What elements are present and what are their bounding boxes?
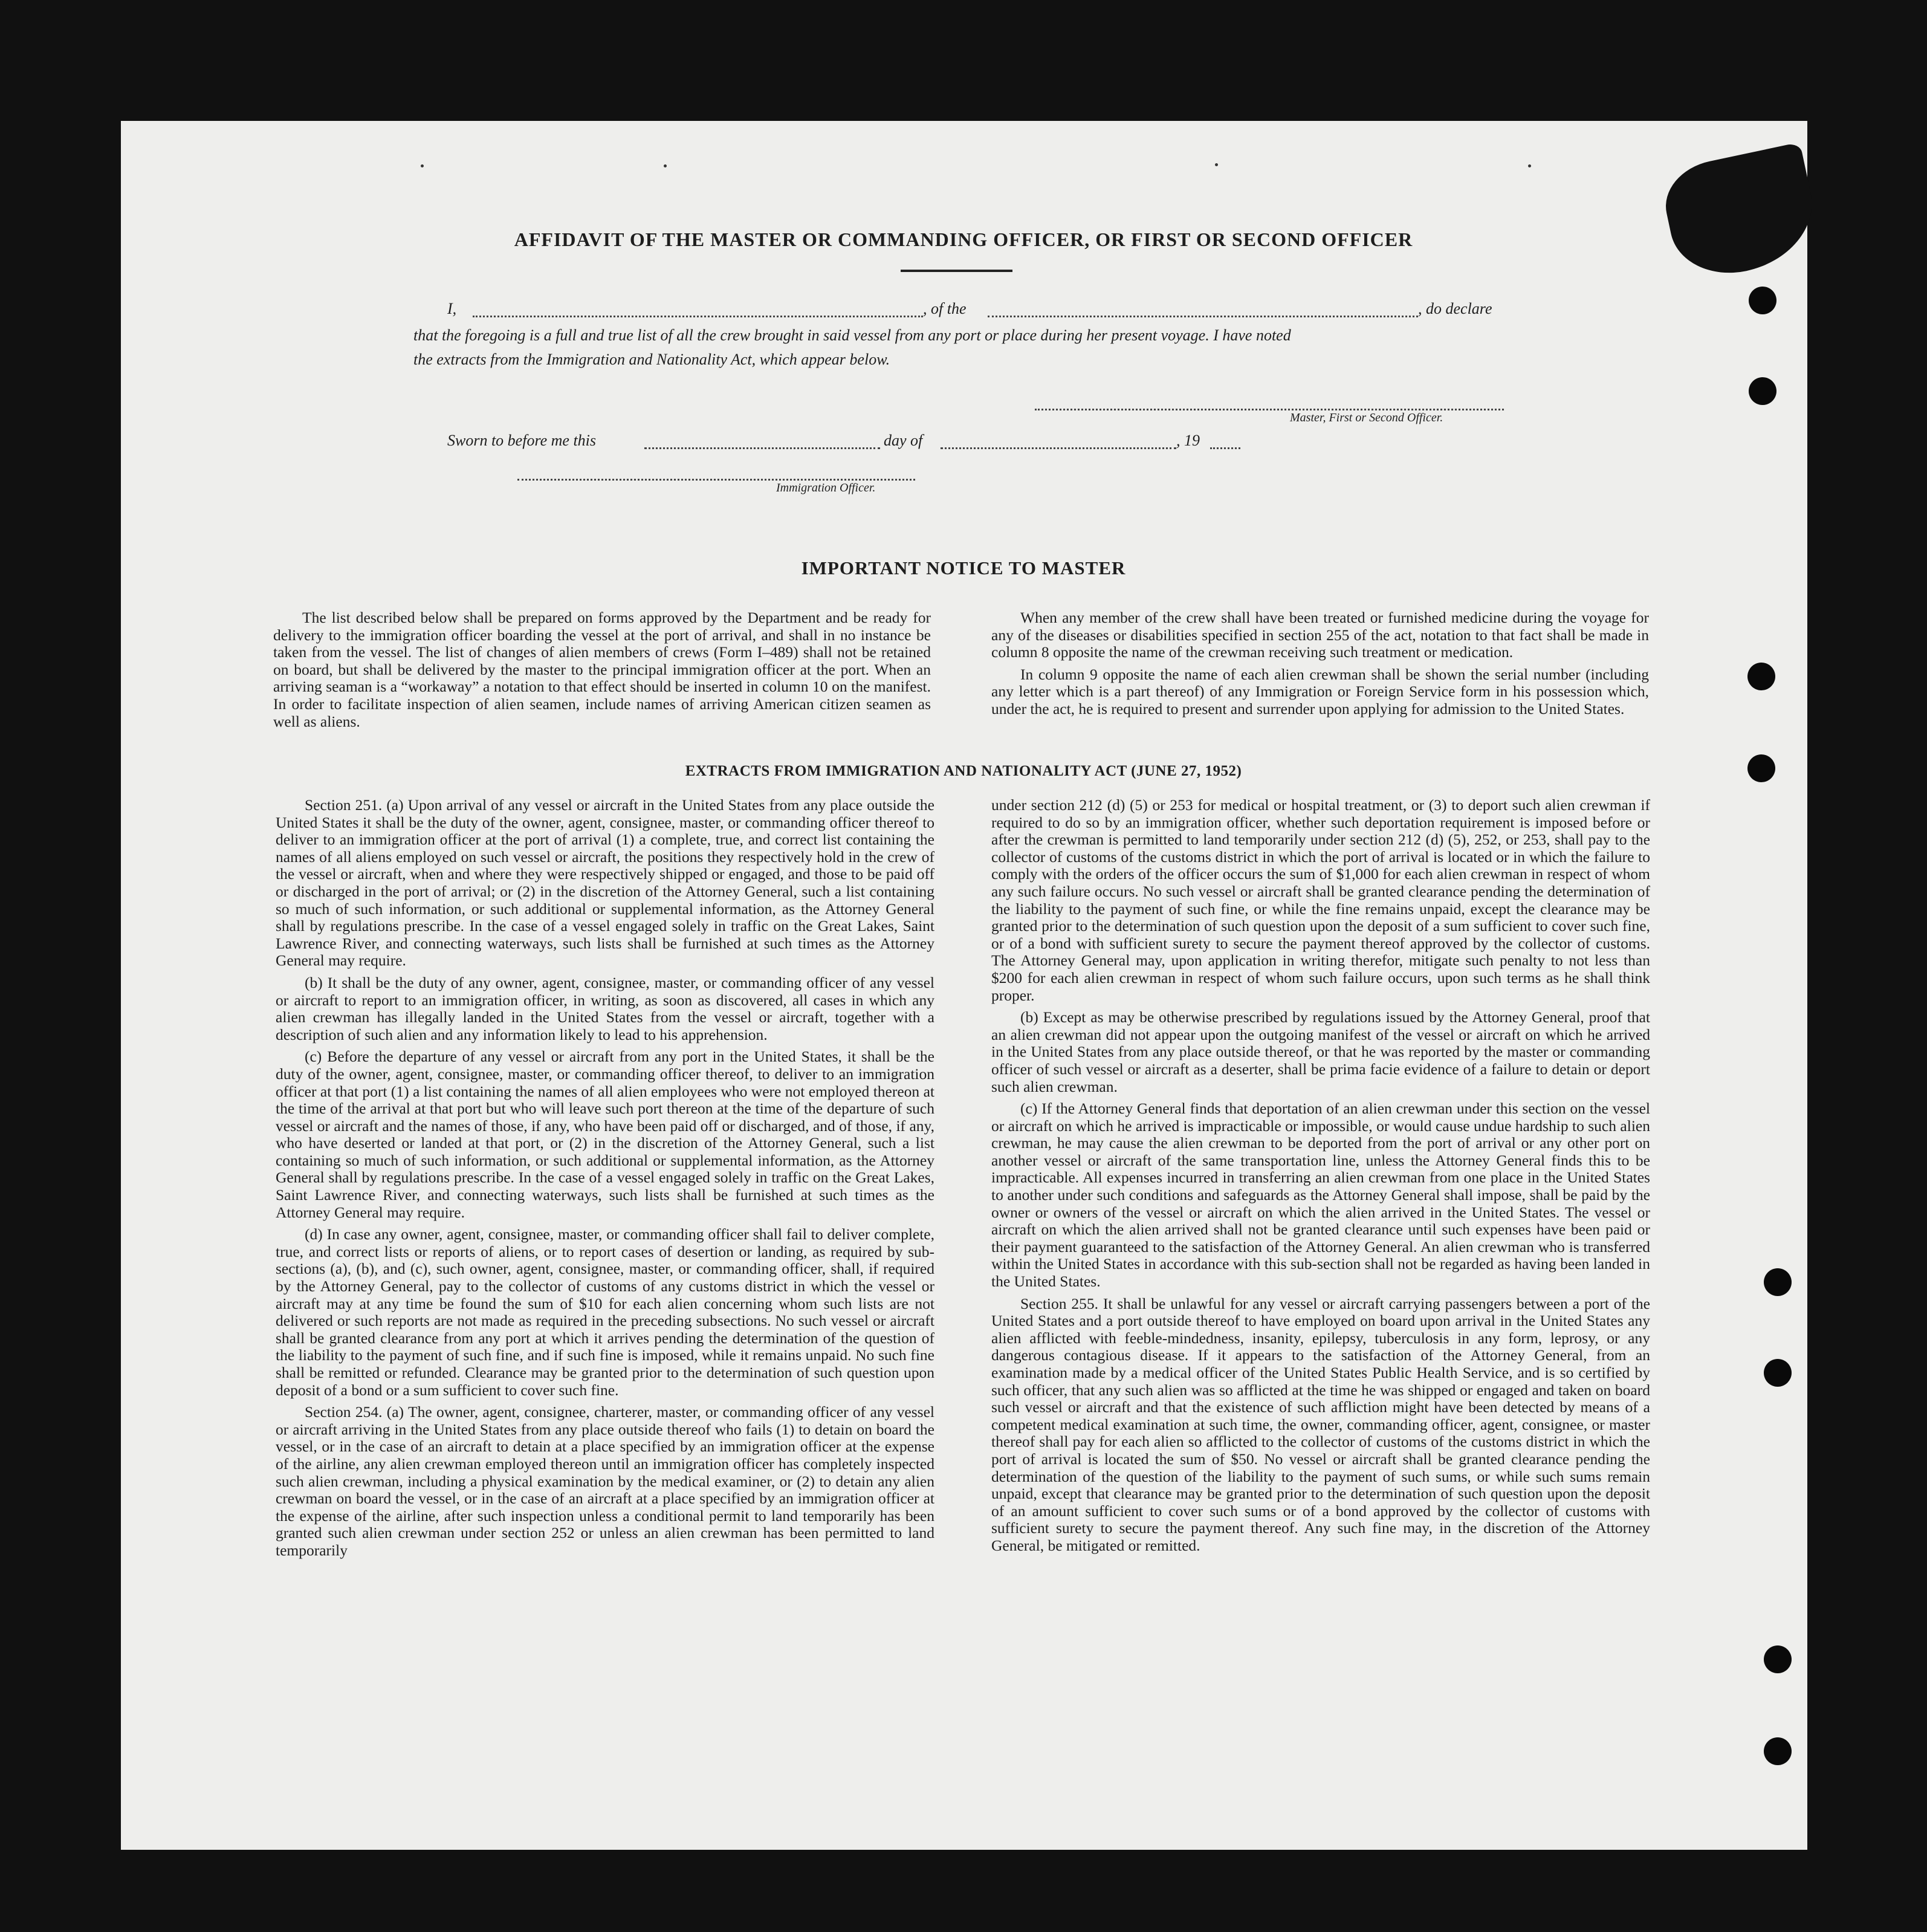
punch-hole <box>1747 663 1775 690</box>
statute-paragraph: (c) Before the departure of any vessel or aircraft from any port in the United States, it shall be the duty of the owner, agent, consignee, master, or commanding officer thereof, to deliver to an immigration officer at that port (1) a list containing the names of all alien employees who were not employed thereon at the time of the arrival at that port but who will leave such port thereon at the time of the departure of such vessel or aircraft and the names of those, if any, who have been paid off or discharged, and of those, if any, who have deserted or landed at that port, or (2) in the discretion of the Attorney General, such a list containing so much of such information, or such additional or supplemental information, as the Attorney General shall by regulations prescribe. In the case of a vessel engaged solely in traffic on the Great Lakes, Saint Lawrence River, and connecting waterways, such lists shall be furnished at such times as the Attorney General may require. <box>276 1048 934 1221</box>
punch-hole <box>1764 1737 1792 1765</box>
statute-paragraph: Section 254. (a) The owner, agent, consignee, charterer, master, or commanding officer of any vessel or aircraft arriving in the United States from any place outside thereof who fails (1) to detain on board the vessel, or in the case of an aircraft to detain at a place specified by an immigration officer at the expense of the airline, any alien crewman employed thereon until an immigration officer has completely inspected such alien crewman, including a physical examination by the medical examiner, or (2) to detain any alien crewman on board the vessel, or in the case of an aircraft at a place specified by an immigration officer at the expense of the airline, after such inspection unless a conditional permit to land temporarily has been granted such alien crewman under section 252 or unless an alien crewman has been permitted to land temporarily <box>276 1403 934 1559</box>
title-underline <box>901 270 1012 272</box>
notice-paragraph: In column 9 opposite the name of each alien crewman shall be shown the serial number (including any letter which is a part thereof) of any Immigration or Foreign Service form in his possession which, under the act, he is required to present and surrender upon applying for admission to the United States. <box>991 665 1649 718</box>
extracts-title: EXTRACTS FROM IMMIGRATION AND NATIONALITY ACT (JUNE 27, 1952) <box>685 763 1242 779</box>
do-declare-label: , do declare <box>1418 300 1492 317</box>
day-of-label: day of <box>884 432 923 449</box>
master-signature-label: Master, First or Second Officer. <box>1290 411 1443 424</box>
sworn-label: Sworn to before me this <box>447 432 597 449</box>
speck <box>1215 163 1218 166</box>
notice-paragraph: When any member of the crew shall have been treated or furnished medicine during the voyage for any of the diseases or disabilities specified in section 255 of the act, notation to that fact shall be made in column 8 opposite the name of the crewman receiving such treatment or medication. <box>991 609 1649 661</box>
statute-paragraph: (b) It shall be the duty of any owner, agent, consignee, master, or commanding officer of any vessel or aircraft to report to an immigration officer, in writing, as soon as discovered, all cases in which any alien crewman has illegally landed in the United States from the vessel or aircraft, together with a description of such alien and any information likely to lead to his apprehension. <box>276 973 934 1043</box>
sworn-month-field[interactable] <box>941 447 1176 449</box>
speck <box>1528 164 1531 167</box>
vessel-name-field[interactable] <box>988 316 1418 317</box>
speck <box>664 164 667 167</box>
immigration-officer-label: Immigration Officer. <box>776 481 876 494</box>
extracts-left-column <box>276 797 934 1564</box>
statute-paragraph: Section 255. It shall be unlawful for any vessel or aircraft carrying passengers between a port of the United States and a port outside thereof to have employed on board upon arrival in the United States any alien afflicted with feeble-mindedness, insanity, epilepsy, tuberculosis in any form, leprosy, or any dangerous contagious disease. If it appears to the satisfaction of the Attorney General, from an examination made by a medical officer of the United States Public Health Service, and is so certified by such officer, that any such alien was so afflicted at the time he was shipped or engaged and taken on board such vessel or aircraft and that the existence of such affliction might have been detected by means of a competent medical examination at such time, the owner, commanding officer, agent, consignee, or master thereof shall pay for each alien so afflicted to the collector of customs of the customs district in which the port of arrival is located the sum of $50. No vessel or aircraft shall be granted clearance pending the determination of the question of the liability to the payment of such sums, or while such sums remain unpaid, except that clearance may be granted prior to the determination of such question upon the deposit of an amount sufficient to cover such sums or of a bond approved by the collector of customs with sufficient surety to secure the payment thereof. Any such fine may, in the discretion of the Attorney General, be mitigated or remitted. <box>991 1294 1650 1554</box>
sworn-day-field[interactable] <box>644 447 880 449</box>
statute-paragraph: (b) Except as may be otherwise prescribed by regulations issued by the Attorney General, proof that an alien crewman did not appear upon the outgoing manifest of the vessel or aircraft on which he arrived in the United States from any place outside thereof, or that he was reported by the master or commanding officer of such vessel or aircraft as a deserter, shall be prima facie evidence of a failure to detain or deport such alien crewman. <box>991 1008 1650 1095</box>
extracts-right-column <box>991 797 1650 1560</box>
notice-left-column <box>273 609 931 735</box>
punch-hole <box>1764 1359 1792 1387</box>
year-label: , 19 <box>1176 432 1200 449</box>
notice-paragraph: The list described below shall be prepared on forms approved by the Department and be ready for delivery to the immigration officer boarding the vessel at the port of arrival, and shall in no instance be taken from the vessel. The list of changes of alien members of crews (Form I–489) shall not be retained on board, but shall be delivered by the master to the principal immigration officer at the port. When an arriving seaman is a “workaway” a notation to that effect should be inserted in column 10 on the manifest. In order to facilitate inspection of alien seamen, include names of arriving American citizen seamen as well as aliens. <box>273 609 931 730</box>
punch-hole <box>1764 1645 1792 1673</box>
immigration-officer-signature-line[interactable] <box>517 479 915 481</box>
sworn-year-field[interactable] <box>1210 447 1240 449</box>
statute-paragraph: Section 251. (a) Upon arrival of any vessel or aircraft in the United States from any place outside the United States it shall be the duty of the owner, agent, consignee, master, or commanding officer thereof to deliver to an immigration officer at the port of arrival (1) a complete, true, and correct list containing the names of all aliens employed on such vessel or aircraft, the positions they respectively hold in the crew of the vessel or aircraft, when and where they were respectively shipped or engaged, and those to be paid off or discharged in the port of arrival; or (2) in the discretion of the Attorney General, such a list containing so much of such information, or such additional or supplemental information, as the Attorney General shall by regulations prescribe. In the case of a vessel engaged solely in traffic on the Great Lakes, Saint Lawrence River, and connecting waterways, such lists shall be furnished at such times as the Attorney General may require. <box>276 796 934 970</box>
declaration-line-3: the extracts from the Immigration and Nationality Act, which appear below. <box>413 351 890 368</box>
notice-title: IMPORTANT NOTICE TO MASTER <box>801 557 1126 579</box>
statute-paragraph: (d) In case any owner, agent, consignee, master, or commanding officer shall fail to deliver complete, true, and correct lists or reports of aliens, or to report cases of desertion or landing, as required by sub-sections (a), (b), and (c), such owner, agent, consignee, master, or commanding officer, shall, if required by the Attorney General, pay to the collector of customs of any customs district in which the vessel or aircraft may at any time be found the sum of $10 for each alien concerning whom such lists are not delivered or such reports are not made as required in the preceding subsections. No such vessel or aircraft shall be granted clearance from any port at which it arrives pending the determination of the question of the liability to the payment of such fine, and if such fine is imposed, while it remains unpaid. No such fine shall be remitted or refunded. Clearance may be granted prior to the determination of such question upon deposit of a bond or a sum sufficient to cover such fine. <box>276 1225 934 1399</box>
statute-paragraph: (c) If the Attorney General finds that deportation of an alien crewman under this section on the vessel or aircraft on which he arrived is impracticable or impossible, or would cause undue hardship to such alien crewman, he may cause the alien crewman to be deported from the port of arrival or any other port on another vessel or aircraft of the same transportation line, unless the Attorney General finds this to be impracticable. All expenses incurred in transferring an alien crewman from one place in the United States to another under such conditions and safeguards as the Attorney General shall impose, shall be paid by the owner or owners of the vessel or aircraft on which the alien arrived in the United States. The vessel or aircraft on which the alien arrived shall not be granted clearance until such expenses have been paid or their payment guaranteed to the satisfaction of the Attorney General. An alien crewman who is transferred within the United States in accordance with this sub-section shall not be regarded as having been landed in the United States. <box>991 1100 1650 1291</box>
master-signature-line[interactable] <box>1035 409 1504 410</box>
affidavit-title: AFFIDAVIT OF THE MASTER OR COMMANDING OFFICER, OR FIRST OR SECOND OFFICER <box>514 229 1413 250</box>
statute-paragraph: under section 212 (d) (5) or 253 for medical or hospital treatment, or (3) to deport such alien crewman if required to do so by an immigration officer, whether such deportation requirement is imposed before or after the crewman is permitted to land temporarily under section 212 (d) (5), 252, or 253, shall pay to the collector of customs of the customs district in which the port of arrival is located or in which the failure to comply with the orders of the officer occurs the sum of $1,000 for each alien crewman in respect of whom any such failure occurs. No such vessel or aircraft shall be granted clearance pending the determination of the liability to the payment of such fine, or while the fine remains unpaid, except the clearance may be granted prior to the determination of such question upon the deposit of a sum sufficient to cover such fine, or of a bond with sufficient surety to secure the payment thereof approved by the collector of customs. The Attorney General may, upon application in writing therefor, mitigate such penalty to not less than $200 for each alien crewman in respect of whom such failure occurs, upon such terms as he shall think proper. <box>991 796 1650 1004</box>
punch-hole <box>1749 287 1776 314</box>
speck <box>421 164 424 167</box>
notice-right-column <box>991 609 1649 723</box>
of-the-label: , of the <box>923 300 967 317</box>
declarant-label: I, <box>447 300 457 317</box>
declarant-name-field[interactable] <box>473 316 923 317</box>
punch-hole <box>1749 377 1776 405</box>
punch-hole <box>1764 1268 1792 1296</box>
declaration-line-2: that the foregoing is a full and true list of all the crew brought in said vessel from any port or place during her present voyage. I have noted <box>413 326 1291 344</box>
